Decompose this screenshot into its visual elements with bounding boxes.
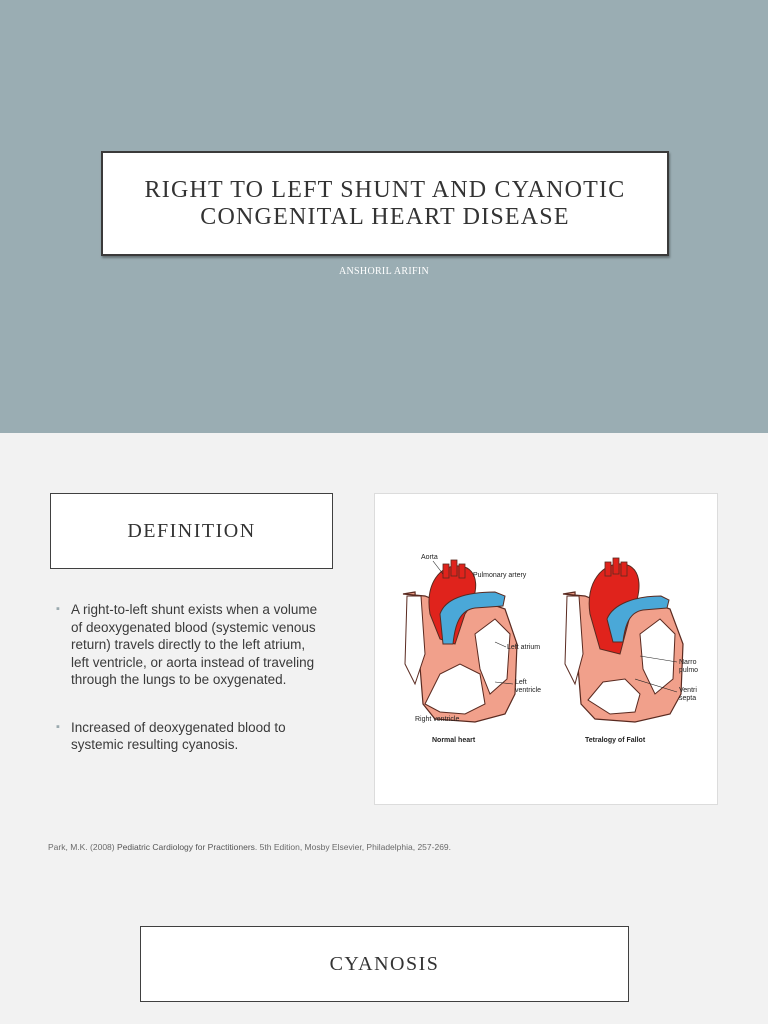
title-line-2: CONGENITAL HEART DISEASE bbox=[200, 203, 570, 230]
reference-prefix: Park, M.K. (2008) bbox=[48, 842, 117, 852]
caption-tetralogy: Tetralogy of Fallot bbox=[585, 737, 646, 744]
label-narrow-2: pulmo bbox=[679, 667, 699, 674]
bullet-list bbox=[56, 601, 326, 784]
label-left-atrium: Left atrium bbox=[507, 644, 541, 651]
cyanosis-heading-box bbox=[140, 926, 629, 1002]
heart-diagram bbox=[385, 504, 707, 794]
cyanosis-heading: CYANOSIS bbox=[329, 952, 440, 975]
bullet-text: A right-to-left shunt exists when a volume of deoxygenated blood (systemic venous return) travels directly to the left atrium, left ventricle, or aorta instead of traveling through the lungs to be oxygenated. bbox=[71, 602, 318, 687]
heart-figure-frame bbox=[374, 493, 718, 805]
reference-suffix: . 5th Edition, Mosby Elsevier, Philadelphia, 257-269. bbox=[254, 842, 452, 852]
title-box bbox=[101, 151, 669, 256]
label-left-ventricle-2: ventricle bbox=[515, 687, 542, 694]
tetralogy-heart-illustration bbox=[563, 558, 683, 722]
heart-figure bbox=[385, 504, 707, 794]
bullet-item bbox=[56, 719, 326, 754]
reference-title: Pediatric Cardiology for Practitioners bbox=[116, 842, 255, 852]
caption-normal-heart: Normal heart bbox=[432, 737, 476, 744]
slide-title bbox=[145, 177, 626, 231]
label-narrow-1: Narro bbox=[679, 659, 697, 666]
reference-citation bbox=[48, 842, 451, 852]
definition-heading-box bbox=[50, 493, 333, 569]
definition-slide bbox=[0, 433, 768, 1024]
bullet-icon: ▪ bbox=[56, 720, 60, 733]
author-name: ANSHORIL ARIFIN bbox=[339, 266, 429, 277]
label-ventricular-1: Ventri bbox=[679, 687, 697, 694]
definition-heading: DEFINITION bbox=[127, 519, 256, 542]
title-line-1: RIGHT TO LEFT SHUNT AND CYANOTIC bbox=[144, 176, 626, 203]
bullet-text: Increased of deoxygenated blood to systemic resulting cyanosis. bbox=[71, 719, 286, 752]
label-left-ventricle-1: Left bbox=[515, 679, 527, 686]
bullet-item bbox=[56, 601, 326, 689]
normal-heart-illustration bbox=[403, 560, 517, 722]
bullet-icon: ▪ bbox=[56, 603, 60, 615]
label-right-ventricle: Right ventricle bbox=[415, 716, 460, 723]
label-ventricular-2: septa bbox=[679, 695, 697, 702]
label-aorta: Aorta bbox=[421, 554, 438, 561]
label-pulmonary-artery: Pulmonary artery bbox=[473, 572, 527, 579]
title-slide bbox=[0, 0, 768, 433]
